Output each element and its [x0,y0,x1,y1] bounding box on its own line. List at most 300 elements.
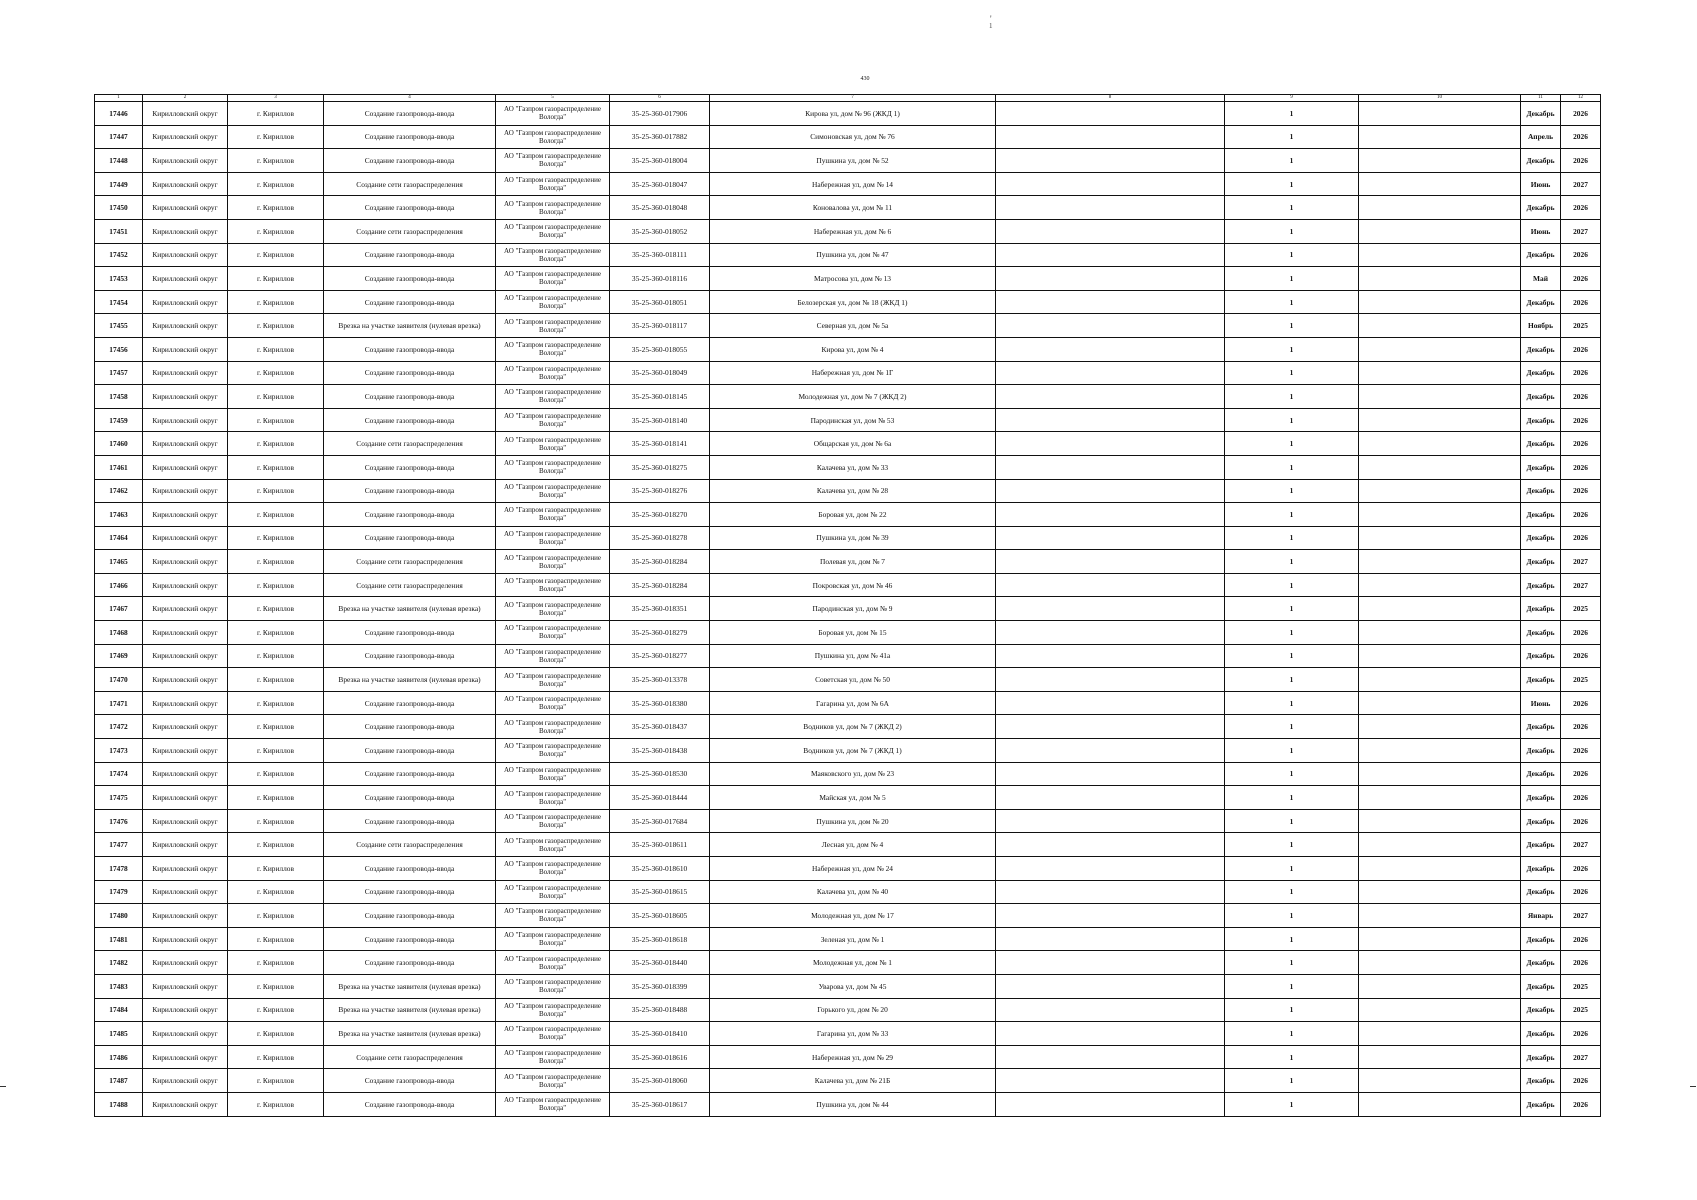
quantity-cell: 1 [1225,1022,1359,1046]
empty-cell [1359,479,1521,503]
owner-cell: АО "Газпром газораспределение Вологда" [496,880,610,904]
empty-cell [1359,550,1521,574]
table-row [95,408,1601,432]
cadastral-number-cell: 35-25-360-018616 [610,1045,710,1069]
row-id-cell: 17469 [95,644,143,668]
owner-cell: АО "Газпром газораспределение Вологда" [496,1092,610,1116]
empty-cell [1359,503,1521,527]
row-id-cell: 17475 [95,786,143,810]
cadastral-number-cell: 35-25-360-018048 [610,196,710,220]
quantity-cell: 1 [1225,526,1359,550]
city-cell: г. Кириллов [228,219,324,243]
table-row [95,691,1601,715]
work-type-cell: Создание газопровода-ввода [324,715,496,739]
table-row [95,573,1601,597]
table-row [95,998,1601,1022]
empty-cell [1359,125,1521,149]
empty-cell [996,1069,1225,1093]
cadastral-number-cell: 35-25-360-018278 [610,526,710,550]
cadastral-number-cell: 35-25-360-018284 [610,573,710,597]
empty-cell [996,904,1225,928]
cadastral-number-cell: 35-25-360-018610 [610,857,710,881]
district-cell: Кирилловский округ [143,644,228,668]
table-row [95,1092,1601,1116]
city-cell: г. Кириллов [228,904,324,928]
column-number: 2 [143,95,228,102]
quantity-cell: 1 [1225,621,1359,645]
column-number: 7 [710,95,996,102]
work-type-cell: Создание газопровода-ввода [324,644,496,668]
year-cell: 2026 [1561,385,1601,409]
empty-cell [1359,880,1521,904]
address-cell: Водников ул, дом № 7 (ЖКД 2) [710,715,996,739]
quantity-cell: 1 [1225,857,1359,881]
address-cell: Молодежная ул, дом № 1 [710,951,996,975]
table-row [95,1045,1601,1069]
month-cell: Декабрь [1521,597,1561,621]
owner-cell: АО "Газпром газораспределение Вологда" [496,125,610,149]
empty-cell [1359,597,1521,621]
empty-cell [996,503,1225,527]
cadastral-number-cell: 35-25-360-018051 [610,290,710,314]
city-cell: г. Кириллов [228,998,324,1022]
empty-cell [996,361,1225,385]
column-number-row [95,95,1601,102]
empty-cell [1359,290,1521,314]
district-cell: Кирилловский округ [143,550,228,574]
quantity-cell: 1 [1225,503,1359,527]
city-cell: г. Кириллов [228,833,324,857]
row-id-cell: 17473 [95,739,143,763]
owner-cell: АО "Газпром газораспределение Вологда" [496,503,610,527]
owner-cell: АО "Газпром газораспределение Вологда" [496,715,610,739]
year-cell: 2027 [1561,1045,1601,1069]
address-cell: Пушкина ул, дом № 41а [710,644,996,668]
cadastral-number-cell: 35-25-360-018618 [610,927,710,951]
city-cell: г. Кириллов [228,951,324,975]
owner-cell: АО "Газпром газораспределение Вологда" [496,267,610,291]
district-cell: Кирилловский округ [143,149,228,173]
empty-cell [1359,337,1521,361]
empty-cell [996,479,1225,503]
year-cell: 2026 [1561,1069,1601,1093]
cadastral-number-cell: 35-25-360-017906 [610,102,710,126]
month-cell: Декабрь [1521,149,1561,173]
empty-cell [1359,267,1521,291]
column-number: 9 [1225,95,1359,102]
work-type-cell: Создание газопровода-ввода [324,102,496,126]
year-cell: 2026 [1561,432,1601,456]
empty-cell [1359,432,1521,456]
owner-cell: АО "Газпром газораспределение Вологда" [496,833,610,857]
work-type-cell: Создание газопровода-ввода [324,809,496,833]
district-cell: Кирилловский округ [143,621,228,645]
month-cell: Декабрь [1521,550,1561,574]
row-id-cell: 17454 [95,290,143,314]
cadastral-number-cell: 35-25-360-018351 [610,597,710,621]
work-type-cell: Создание газопровода-ввода [324,455,496,479]
quantity-cell: 1 [1225,219,1359,243]
empty-cell [996,526,1225,550]
address-cell: Кирова ул, дом № 4 [710,337,996,361]
cadastral-number-cell: 35-25-360-018140 [610,408,710,432]
quantity-cell: 1 [1225,573,1359,597]
year-cell: 2026 [1561,267,1601,291]
year-cell: 2026 [1561,455,1601,479]
address-cell: Пушкина ул, дом № 52 [710,149,996,173]
city-cell: г. Кириллов [228,715,324,739]
month-cell: Январь [1521,904,1561,928]
work-type-cell: Создание сети газораспределения [324,172,496,196]
district-cell: Кирилловский округ [143,974,228,998]
work-type-cell: Создание газопровода-ввода [324,196,496,220]
district-cell: Кирилловский округ [143,314,228,338]
cadastral-number-cell: 35-25-360-018530 [610,762,710,786]
year-cell: 2026 [1561,715,1601,739]
address-cell: Гагарина ул, дом № 6А [710,691,996,715]
owner-cell: АО "Газпром газораспределение Вологда" [496,597,610,621]
year-cell: 2027 [1561,573,1601,597]
work-type-cell: Создание газопровода-ввода [324,904,496,928]
address-cell: Лесная ул, дом № 4 [710,833,996,857]
owner-cell: АО "Газпром газораспределение Вологда" [496,762,610,786]
district-cell: Кирилловский округ [143,786,228,810]
quantity-cell: 1 [1225,1045,1359,1069]
quantity-cell: 1 [1225,691,1359,715]
empty-cell [1359,243,1521,267]
address-cell: Симоновская ул, дом № 76 [710,125,996,149]
work-type-cell: Врезка на участке заявителя (нулевая врезка) [324,998,496,1022]
table-row [95,479,1601,503]
work-type-cell: Создание сети газораспределения [324,219,496,243]
year-cell: 2026 [1561,479,1601,503]
empty-cell [1359,219,1521,243]
cadastral-number-cell: 35-25-360-018615 [610,880,710,904]
empty-cell [1359,809,1521,833]
year-cell: 2025 [1561,597,1601,621]
cadastral-number-cell: 35-25-360-018437 [610,715,710,739]
year-cell: 2026 [1561,739,1601,763]
cadastral-number-cell: 35-25-360-018277 [610,644,710,668]
empty-cell [1359,102,1521,126]
table-row [95,432,1601,456]
address-cell: Боровая ул, дом № 15 [710,621,996,645]
work-type-cell: Врезка на участке заявителя (нулевая врезка) [324,597,496,621]
work-type-cell: Создание газопровода-ввода [324,337,496,361]
quantity-cell: 1 [1225,644,1359,668]
district-cell: Кирилловский округ [143,267,228,291]
row-id-cell: 17476 [95,809,143,833]
month-cell: Декабрь [1521,361,1561,385]
empty-cell [1359,998,1521,1022]
row-id-cell: 17467 [95,597,143,621]
month-cell: Декабрь [1521,1092,1561,1116]
owner-cell: АО "Газпром газораспределение Вологда" [496,668,610,692]
city-cell: г. Кириллов [228,809,324,833]
empty-cell [1359,786,1521,810]
column-number: 6 [610,95,710,102]
table-row [95,455,1601,479]
row-id-cell: 17453 [95,267,143,291]
cadastral-number-cell: 35-25-360-017882 [610,125,710,149]
district-cell: Кирилловский округ [143,1045,228,1069]
quantity-cell: 1 [1225,1092,1359,1116]
city-cell: г. Кириллов [228,974,324,998]
address-cell: Пушкина ул, дом № 39 [710,526,996,550]
work-type-cell: Создание газопровода-ввода [324,526,496,550]
address-cell: Уварова ул, дом № 45 [710,974,996,998]
district-cell: Кирилловский округ [143,1092,228,1116]
city-cell: г. Кириллов [228,337,324,361]
owner-cell: АО "Газпром газораспределение Вологда" [496,739,610,763]
month-cell: Декабрь [1521,974,1561,998]
quantity-cell: 1 [1225,125,1359,149]
month-cell: Декабрь [1521,880,1561,904]
quantity-cell: 1 [1225,408,1359,432]
city-cell: г. Кириллов [228,927,324,951]
city-cell: г. Кириллов [228,408,324,432]
table-row [95,550,1601,574]
row-id-cell: 17472 [95,715,143,739]
city-cell: г. Кириллов [228,550,324,574]
city-cell: г. Кириллов [228,267,324,291]
empty-cell [996,833,1225,857]
empty-cell [1359,833,1521,857]
table-row [95,974,1601,998]
month-cell: Декабрь [1521,455,1561,479]
empty-cell [1359,408,1521,432]
month-cell: Декабрь [1521,668,1561,692]
owner-cell: АО "Газпром газораспределение Вологда" [496,998,610,1022]
table-row [95,314,1601,338]
address-cell: Калачева ул, дом № 40 [710,880,996,904]
work-type-cell: Создание газопровода-ввода [324,762,496,786]
empty-cell [996,621,1225,645]
year-cell: 2026 [1561,927,1601,951]
empty-cell [1359,172,1521,196]
table-row [95,172,1601,196]
owner-cell: АО "Газпром газораспределение Вологда" [496,361,610,385]
table-row [95,526,1601,550]
address-cell: Набережная ул, дом № 6 [710,219,996,243]
month-cell: Ноябрь [1521,314,1561,338]
work-type-cell: Врезка на участке заявителя (нулевая врезка) [324,974,496,998]
table-row [95,102,1601,126]
month-cell: Декабрь [1521,621,1561,645]
district-cell: Кирилловский округ [143,715,228,739]
work-type-cell: Создание газопровода-ввода [324,267,496,291]
column-number: 4 [324,95,496,102]
work-type-cell: Создание газопровода-ввода [324,691,496,715]
year-cell: 2026 [1561,691,1601,715]
row-id-cell: 17455 [95,314,143,338]
month-cell: Декабрь [1521,408,1561,432]
table-row [95,196,1601,220]
address-cell: Кирова ул, дом № 96 (ЖКД 1) [710,102,996,126]
year-cell: 2027 [1561,833,1601,857]
work-type-cell: Создание газопровода-ввода [324,290,496,314]
address-cell: Набережная ул, дом № 1Г [710,361,996,385]
owner-cell: АО "Газпром газораспределение Вологда" [496,573,610,597]
owner-cell: АО "Газпром газораспределение Вологда" [496,455,610,479]
cadastral-number-cell: 35-25-360-018440 [610,951,710,975]
cadastral-number-cell: 35-25-360-018611 [610,833,710,857]
owner-cell: АО "Газпром газораспределение Вологда" [496,196,610,220]
table-row [95,361,1601,385]
district-cell: Кирилловский округ [143,125,228,149]
owner-cell: АО "Газпром газораспределение Вологда" [496,1022,610,1046]
table-row [95,786,1601,810]
address-cell: Белозерская ул, дом № 18 (ЖКД 1) [710,290,996,314]
address-cell: Набережная ул, дом № 24 [710,857,996,881]
empty-cell [996,857,1225,881]
month-cell: Декабрь [1521,290,1561,314]
owner-cell: АО "Газпром газораспределение Вологда" [496,1069,610,1093]
city-cell: г. Кириллов [228,196,324,220]
year-cell: 2026 [1561,102,1601,126]
row-id-cell: 17459 [95,408,143,432]
quantity-cell: 1 [1225,196,1359,220]
owner-cell: АО "Газпром газораспределение Вологда" [496,149,610,173]
table-row [95,385,1601,409]
city-cell: г. Кириллов [228,621,324,645]
year-cell: 2026 [1561,337,1601,361]
work-type-cell: Создание газопровода-ввода [324,951,496,975]
empty-cell [996,125,1225,149]
quantity-cell: 1 [1225,833,1359,857]
quantity-cell: 1 [1225,739,1359,763]
quantity-cell: 1 [1225,102,1359,126]
month-cell: Апрель [1521,125,1561,149]
city-cell: г. Кириллов [228,691,324,715]
table-row [95,149,1601,173]
district-cell: Кирилловский округ [143,951,228,975]
year-cell: 2026 [1561,408,1601,432]
empty-cell [996,455,1225,479]
district-cell: Кирилловский округ [143,857,228,881]
district-cell: Кирилловский округ [143,739,228,763]
empty-cell [1359,149,1521,173]
cadastral-number-cell: 35-25-360-018444 [610,786,710,810]
district-cell: Кирилловский округ [143,526,228,550]
empty-cell [996,668,1225,692]
column-number: 12 [1561,95,1601,102]
district-cell: Кирилловский округ [143,385,228,409]
row-id-cell: 17458 [95,385,143,409]
city-cell: г. Кириллов [228,125,324,149]
district-cell: Кирилловский округ [143,337,228,361]
empty-cell [996,715,1225,739]
cadastral-number-cell: 35-25-360-018055 [610,337,710,361]
row-id-cell: 17484 [95,998,143,1022]
owner-cell: АО "Газпром газораспределение Вологда" [496,691,610,715]
owner-cell: АО "Газпром газораспределение Вологда" [496,337,610,361]
owner-cell: АО "Газпром газораспределение Вологда" [496,786,610,810]
year-cell: 2026 [1561,951,1601,975]
work-type-cell: Создание сети газораспределения [324,1045,496,1069]
quantity-cell: 1 [1225,290,1359,314]
month-cell: Декабрь [1521,951,1561,975]
year-cell: 2026 [1561,644,1601,668]
empty-cell [996,1045,1225,1069]
work-type-cell: Создание газопровода-ввода [324,786,496,810]
month-cell: Декабрь [1521,243,1561,267]
city-cell: г. Кириллов [228,880,324,904]
table-row [95,951,1601,975]
empty-cell [1359,573,1521,597]
owner-cell: АО "Газпром газораспределение Вологда" [496,432,610,456]
table-row [95,243,1601,267]
cadastral-number-cell: 35-25-360-018047 [610,172,710,196]
empty-cell [1359,1022,1521,1046]
address-cell: Боровая ул, дом № 22 [710,503,996,527]
cadastral-number-cell: 35-25-360-018279 [610,621,710,645]
cadastral-number-cell: 35-25-360-018117 [610,314,710,338]
cadastral-number-cell: 35-25-360-018605 [610,904,710,928]
address-cell: Матросова ул, дом № 13 [710,267,996,291]
cadastral-number-cell: 35-25-360-013378 [610,668,710,692]
work-type-cell: Создание газопровода-ввода [324,739,496,763]
empty-cell [1359,974,1521,998]
quantity-cell: 1 [1225,786,1359,810]
table-row [95,1022,1601,1046]
empty-cell [1359,762,1521,786]
scan-mark-top-2: 1 [989,22,993,30]
owner-cell: АО "Газпром газораспределение Вологда" [496,172,610,196]
quantity-cell: 1 [1225,1069,1359,1093]
cadastral-number-cell: 35-25-360-018399 [610,974,710,998]
cadastral-number-cell: 35-25-360-018617 [610,1092,710,1116]
cadastral-number-cell: 35-25-360-018276 [610,479,710,503]
owner-cell: АО "Газпром газораспределение Вологда" [496,809,610,833]
district-cell: Кирилловский округ [143,408,228,432]
empty-cell [1359,1069,1521,1093]
empty-cell [1359,314,1521,338]
work-type-cell: Создание газопровода-ввода [324,125,496,149]
quantity-cell: 1 [1225,974,1359,998]
row-id-cell: 17462 [95,479,143,503]
cadastral-number-cell: 35-25-360-018275 [610,455,710,479]
empty-cell [1359,904,1521,928]
empty-cell [996,786,1225,810]
month-cell: Май [1521,267,1561,291]
row-id-cell: 17482 [95,951,143,975]
city-cell: г. Кириллов [228,1045,324,1069]
year-cell: 2026 [1561,809,1601,833]
empty-cell [996,314,1225,338]
city-cell: г. Кириллов [228,503,324,527]
empty-cell [996,337,1225,361]
quantity-cell: 1 [1225,172,1359,196]
month-cell: Декабрь [1521,762,1561,786]
column-number: 11 [1521,95,1561,102]
empty-cell [1359,621,1521,645]
quantity-cell: 1 [1225,243,1359,267]
district-cell: Кирилловский округ [143,880,228,904]
work-type-cell: Создание газопровода-ввода [324,880,496,904]
table-row [95,762,1601,786]
quantity-cell: 1 [1225,904,1359,928]
empty-cell [996,267,1225,291]
year-cell: 2026 [1561,243,1601,267]
row-id-cell: 17463 [95,503,143,527]
page-number: 430 [860,76,870,82]
month-cell: Декабрь [1521,739,1561,763]
cadastral-number-cell: 35-25-360-018052 [610,219,710,243]
empty-cell [996,691,1225,715]
district-cell: Кирилловский округ [143,455,228,479]
year-cell: 2026 [1561,125,1601,149]
